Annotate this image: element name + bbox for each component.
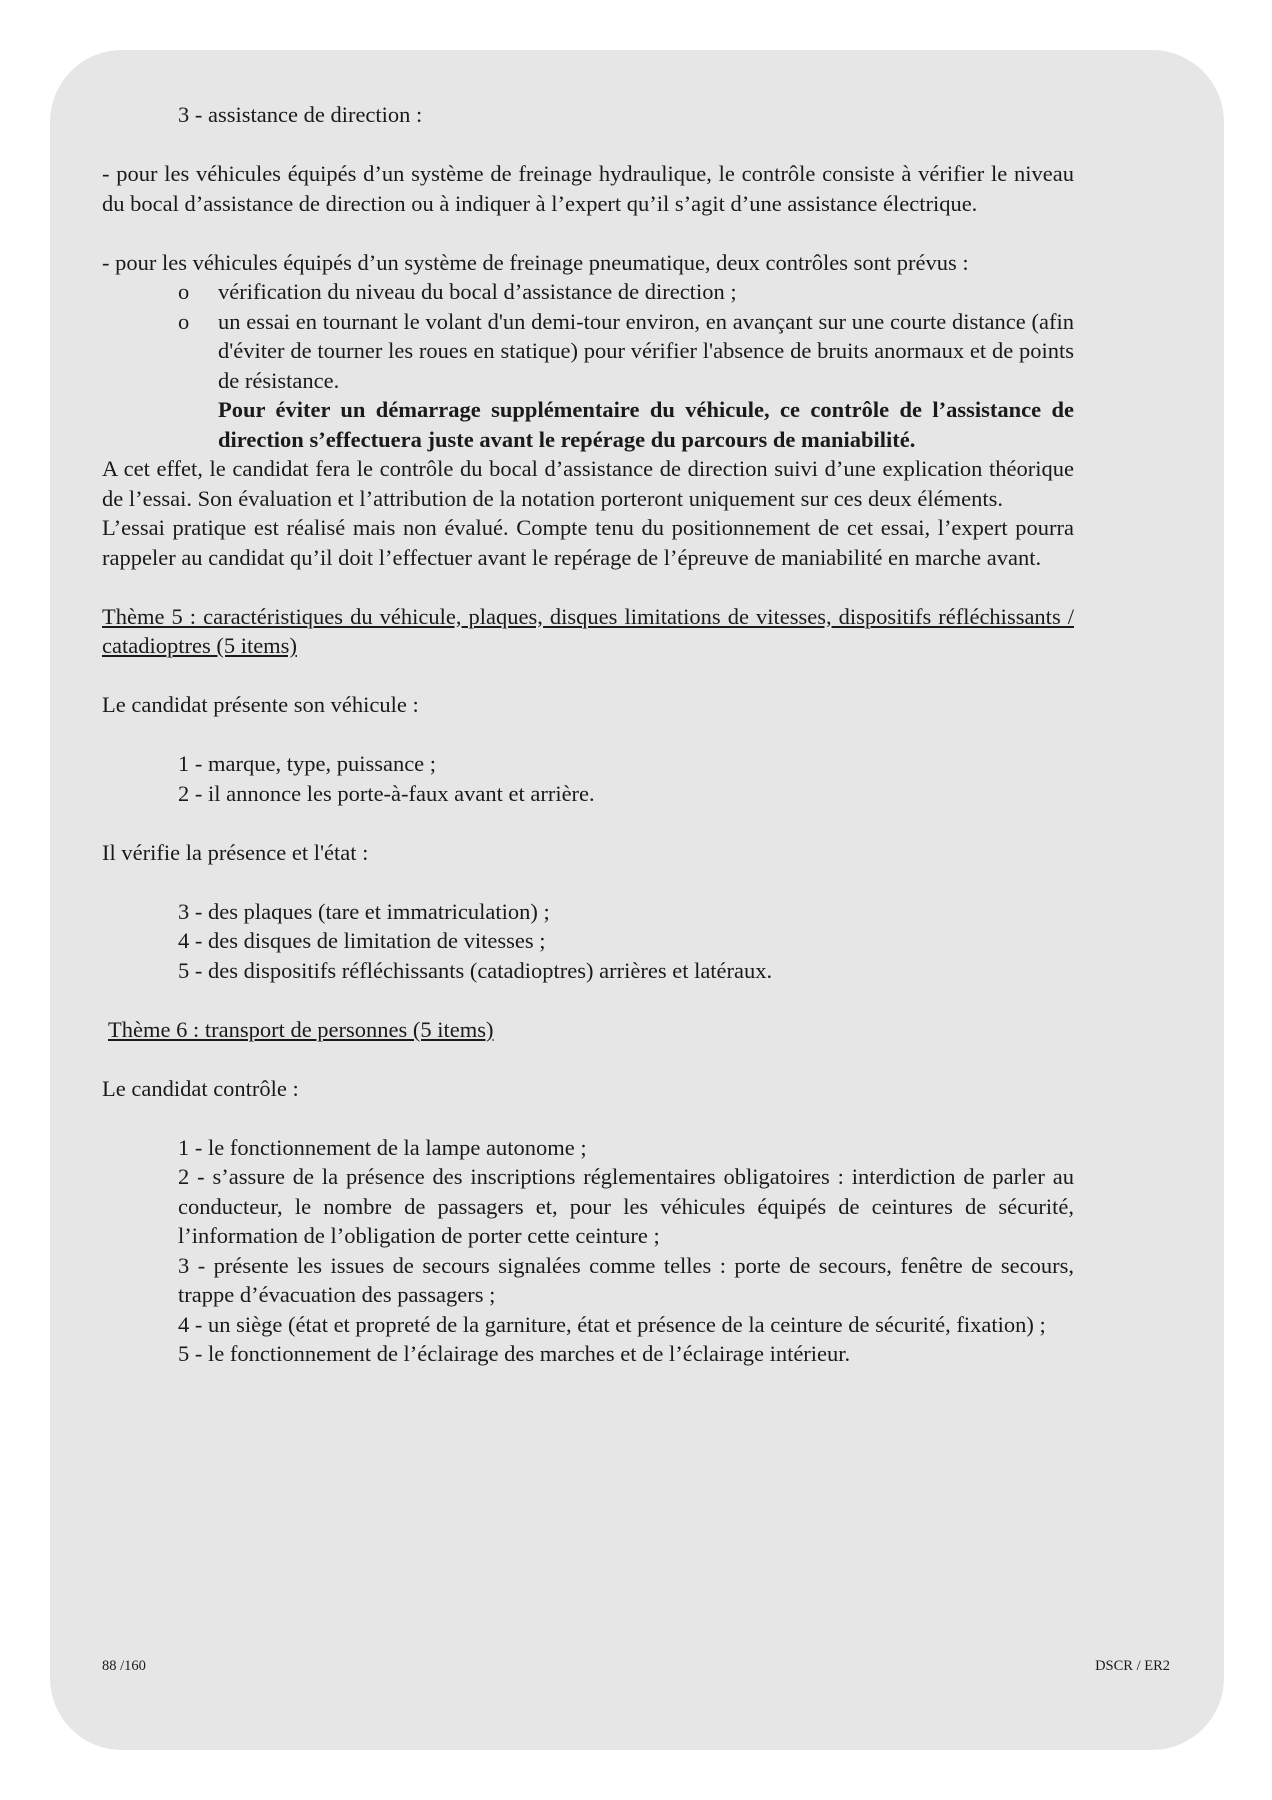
bullet-text: vérification du niveau du bocal d’assistance de direction ; — [218, 279, 737, 304]
theme5-heading: Thème 5 : caractéristiques du véhicule, plaques, disques limitations de vitesses, dispositifs réfléchissants / catadioptres (5 items) — [102, 603, 1074, 658]
theme5-intro: Le candidat présente son véhicule : — [102, 692, 419, 717]
bullet-marker: o — [178, 279, 190, 304]
list-item: 2 - il annonce les porte-à-faux avant et arrière. — [178, 780, 595, 806]
list-item: 1 - le fonctionnement de la lampe autonome ; — [178, 1134, 587, 1160]
document-reference: DSCR / ER2 — [1095, 1658, 1170, 1674]
list-item: 5 - le fonctionnement de l’éclairage des marches et de l’éclairage intérieur. — [178, 1341, 851, 1366]
bold-note: Pour éviter un démarrage supplémentaire du véhicule, ce contrôle de l’assistance de direction s’effectuera juste avant le repérage du parcours de maniabilité. — [218, 397, 1074, 452]
paragraph-pneumatique: - pour les véhicules équipés d’un système de freinage pneumatique, deux contrôles sont prévus : — [102, 249, 969, 275]
list-item: 1 - marque, type, puissance ; — [178, 751, 437, 776]
theme5-verif: Il vérifie la présence et l'état : — [102, 839, 369, 865]
list-item — [102, 307, 1074, 396]
bullet-marker: o — [178, 308, 190, 334]
list-item: 3 - des plaques (tare et immatriculation) ; — [178, 898, 550, 924]
page-number: 88 /160 — [102, 1658, 146, 1674]
paragraph-effet: A cet effet, le candidat fera le contrôle du bocal d’assistance de direction suivi d’une explication théorique de l’essai. Son évaluation et l’attribution de la notation porteront uniquement sur ces deux éléments. — [102, 456, 1074, 511]
theme6-intro: Le candidat contrôle : — [102, 1075, 299, 1101]
bullet-text: un essai en tournant le volant d'un demi-tour environ, en avançant sur une courte distance (afin d'éviter de tourner les roues en statique) pour vérifier l'absence de bruits anormaux et de points de résistance. — [218, 308, 1074, 393]
theme6-heading: Thème 6 : transport de personnes (5 items) — [108, 1016, 494, 1042]
list-item: 4 - un siège (état et propreté de la garniture, état et présence de la ceinture de sécurité, fixation) ; — [178, 1311, 1046, 1337]
section-heading: 3 - assistance de direction : — [178, 102, 423, 127]
paragraph-essai: L’essai pratique est réalisé mais non évalué. Compte tenu du positionnement de cet essai, l’expert pourra rappeler au candidat qu’il doit l’effectuer avant le repérage de l’épreuve de maniabilité en marche avant. — [102, 515, 1074, 570]
list-item — [102, 277, 1074, 307]
list-item: 4 - des disques de limitation de vitesses ; — [178, 928, 546, 953]
list-item: 3 - présente les issues de secours signalées comme telles : porte de secours, fenêtre de secours, trappe d’évacuation des passagers ; — [178, 1252, 1074, 1307]
list-item: 5 - des dispositifs réfléchissants (catadioptres) arrières et latéraux. — [178, 957, 773, 983]
paragraph-hydraulique: - pour les véhicules équipés d’un système de freinage hydraulique, le contrôle consiste à vérifier le niveau du bocal d’assistance de direction ou à indiquer à l’expert qu’il s’agit d’une assistance électrique. — [102, 161, 1074, 216]
document-body — [102, 100, 1074, 1369]
list-item: 2 - s’assure de la présence des inscriptions réglementaires obligatoires : interdiction de parler au conducteur, le nombre de passagers et, pour les véhicules équipés de ceintures de sécurité, l’information de l’obligation de porter cette ceinture ; — [178, 1164, 1074, 1248]
